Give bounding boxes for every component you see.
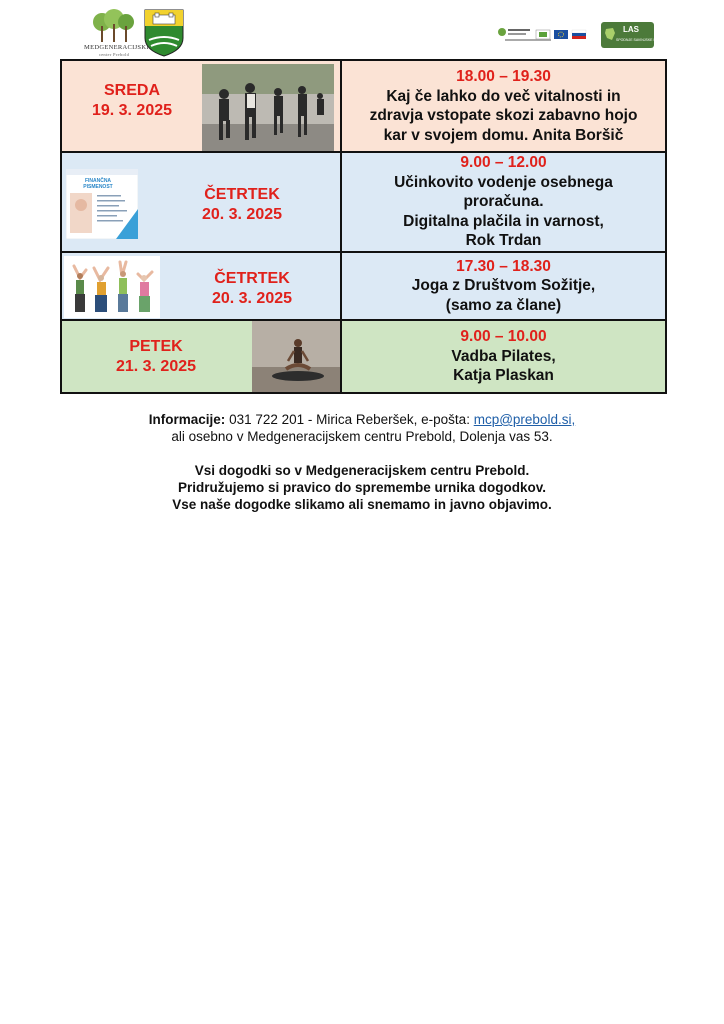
event-cell (341, 252, 666, 320)
day-name: ČETRTEK (214, 270, 290, 287)
table-row (61, 60, 666, 152)
table-row (61, 252, 666, 320)
logo-subtitle: center Prebold (98, 52, 130, 57)
contact-info-line2: ali osebno v Medgeneracijskem centru Prebold, Dolenja vas 53. (171, 429, 553, 444)
event-time: 18.00 – 19.30 (456, 68, 551, 85)
event-description-line: zdravja vstopate skozi zabavno hojo (369, 107, 638, 124)
table-row (61, 152, 666, 252)
day-date-label (62, 81, 202, 121)
day-date: 20. 3. 2025 (211, 290, 293, 307)
info-text: 031 722 201 - Mirica Reberšek, e-pošta: (225, 412, 474, 427)
notes (0, 462, 724, 513)
event-description-line: (samo za člane) (445, 296, 562, 314)
schedule-table (60, 59, 667, 394)
pilates-photo-icon (252, 321, 340, 392)
header-logos-left (84, 8, 188, 58)
event-description-line: Učinkovito vodenje osebnega (394, 173, 613, 191)
event-description-line: Digitalna plačila in varnost, (403, 212, 604, 230)
day-date: 20. 3. 2025 (201, 206, 283, 223)
event-description-line: Rok Trdan (465, 232, 542, 250)
las-map-icon (604, 27, 616, 41)
header-logos-right (496, 24, 667, 52)
email-link[interactable]: mcp@prebold.si, (473, 412, 576, 427)
day-name: ČETRTEK (204, 186, 280, 203)
event-description-line: Joga z Društvom Sožitje, (411, 277, 596, 295)
las-subtitle: SPODNJE SAVINJSKE DOLINE (616, 38, 667, 42)
event-cell (341, 60, 666, 152)
contact-info-line1 (0, 411, 724, 428)
day-cell (61, 252, 341, 320)
table-row (61, 320, 666, 393)
event-description-line: Katja Plaskan (453, 367, 554, 385)
day-cell (61, 320, 341, 393)
note-line: Vsi dogodki so v Medgeneracijskem centru Prebold. (194, 463, 530, 478)
day-date: 19. 3. 2025 (91, 102, 173, 119)
logo-title: MEDGENERACIJSKI (84, 44, 149, 51)
day-date-label (182, 269, 322, 309)
las-logo (601, 22, 667, 48)
day-date-label (86, 337, 226, 377)
day-date: 21. 3. 2025 (115, 358, 197, 375)
info-label: Informacije: (148, 412, 226, 427)
las-title: LAS (623, 25, 639, 34)
event-description-line: proračuna. (463, 193, 544, 211)
day-cell (61, 152, 341, 252)
event-description-line: kar v svojem domu. Anita Boršič (383, 126, 624, 144)
day-cell (61, 60, 341, 152)
flyer-title: FINANČNA PISMENOST (83, 178, 113, 190)
event-time: 17.30 – 18.30 (456, 257, 551, 275)
walking-group-photo (202, 64, 334, 151)
note-line: Pridružujemo si pravico do spremembe urnika dogodkov. (177, 480, 547, 495)
day-date-label (172, 185, 312, 225)
event-description-line: Vadba Pilates, (451, 347, 556, 365)
yoga-dancers-illustration (64, 256, 160, 318)
note-line: Vse naše dogodke slikamo ali snemamo in javno objavimo. (172, 497, 552, 512)
event-cell (341, 152, 666, 252)
financial-literacy-flyer (66, 169, 138, 239)
day-name: SREDA (103, 82, 160, 99)
contact-info (0, 411, 724, 445)
yoga-dancers-illustration-icon (64, 256, 160, 318)
walking-group-photo-icon (202, 64, 334, 151)
day-name: PETEK (129, 338, 183, 355)
event-cell (341, 320, 666, 393)
medgeneracijski-logo-text (84, 44, 149, 58)
event-time: 9.00 – 12.00 (460, 154, 547, 172)
event-time: 9.00 – 10.00 (460, 328, 547, 346)
pilates-photo (252, 321, 340, 392)
event-description-line: Kaj če lahko do več vitalnosti in (386, 87, 621, 105)
